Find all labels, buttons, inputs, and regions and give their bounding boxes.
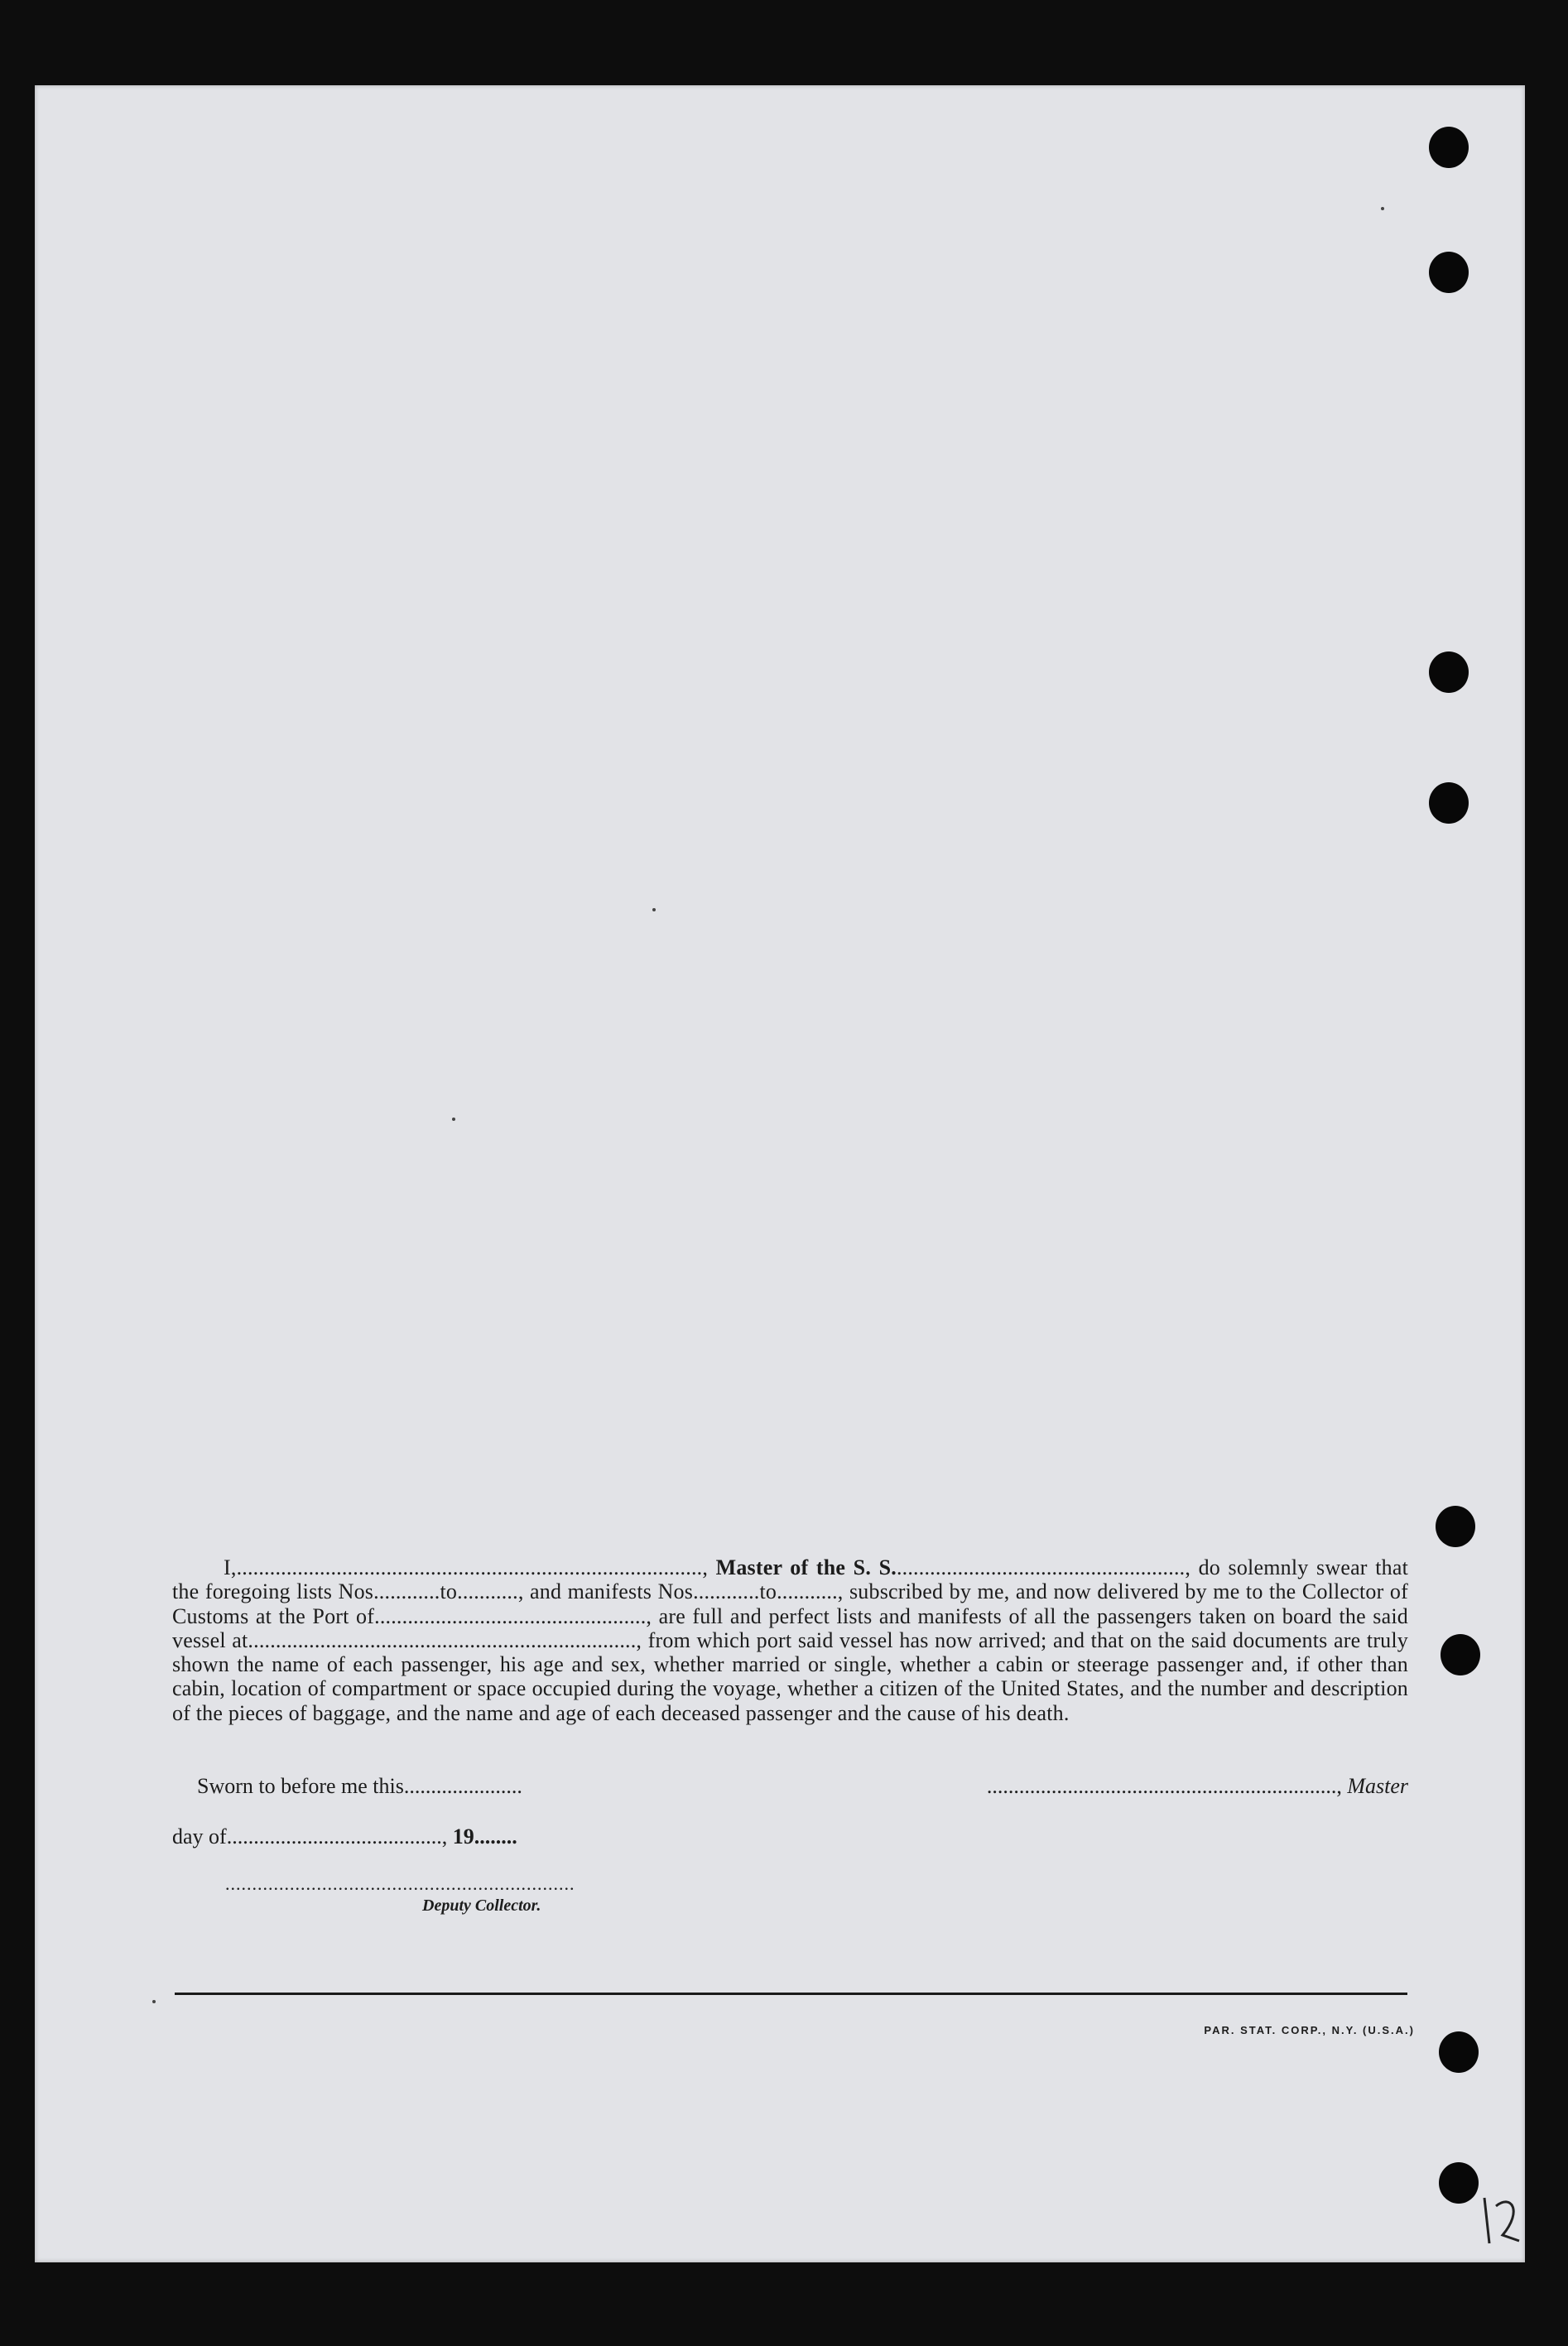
horizontal-rule [175,1993,1407,1995]
master-signature-blank: ................................................................., [986,1774,1348,1798]
punch-hole [1429,127,1469,168]
punch-hole [1439,2031,1479,2073]
document-page [35,85,1525,2262]
day-of-line [172,1824,517,1849]
deputy-collector-label: Deputy Collector. [422,1897,541,1915]
oath-paragraph [172,1555,1408,1725]
punch-hole [1429,782,1469,824]
punch-hole [1441,1634,1480,1675]
deputy-signature-blank: ................................................................. [225,1873,575,1894]
master-label: Master [1347,1774,1408,1798]
paper-speck [452,1118,455,1121]
oath-body: swear that the foregoing lists Nos............to..........., and manifests Nos............to..........., subscribed by me, and now delivered by me to the Collector of Customs at the Port of................................................., are full and perfect lists and manifests of all the passengers taken on board the said vessel at......................................................................, from which port said vessel has now arrived; and that on the said documents are truly shown the name of each passenger, his age and sex, whether married or single, whether a cabin or steerage passenger and, if other than cabin, location of compartment or space occupied during the voyage, whether a citizen of the United States, and the number and description of the pieces of baggage, and the name and age of each deceased passenger and the cause of his death. [172,1555,1408,1725]
name-blank: ...................................................................................., [236,1555,716,1579]
paper-speck [1381,207,1384,210]
oath-opening: I, [224,1555,237,1579]
punch-hole [1439,2162,1479,2204]
paper-speck [152,2000,156,2003]
paper-speck [652,908,656,911]
sworn-line: Sworn to before me this...................... [197,1774,522,1798]
punch-hole [1429,651,1469,693]
punch-hole [1429,252,1469,293]
master-of-ss-label: Master of the S. S. [715,1555,897,1579]
ship-name-blank: ...................................................., do solemnly [896,1555,1309,1579]
master-signature-line [987,1774,1408,1799]
day-of-blank: day of........................................, [172,1824,453,1848]
handwritten-mark [1478,2181,1527,2256]
printer-imprint: PAR. STAT. CORP., N.Y. (U.S.A.) [1204,2024,1415,2036]
year-blank: 19........ [452,1824,517,1848]
punch-hole [1436,1506,1475,1547]
